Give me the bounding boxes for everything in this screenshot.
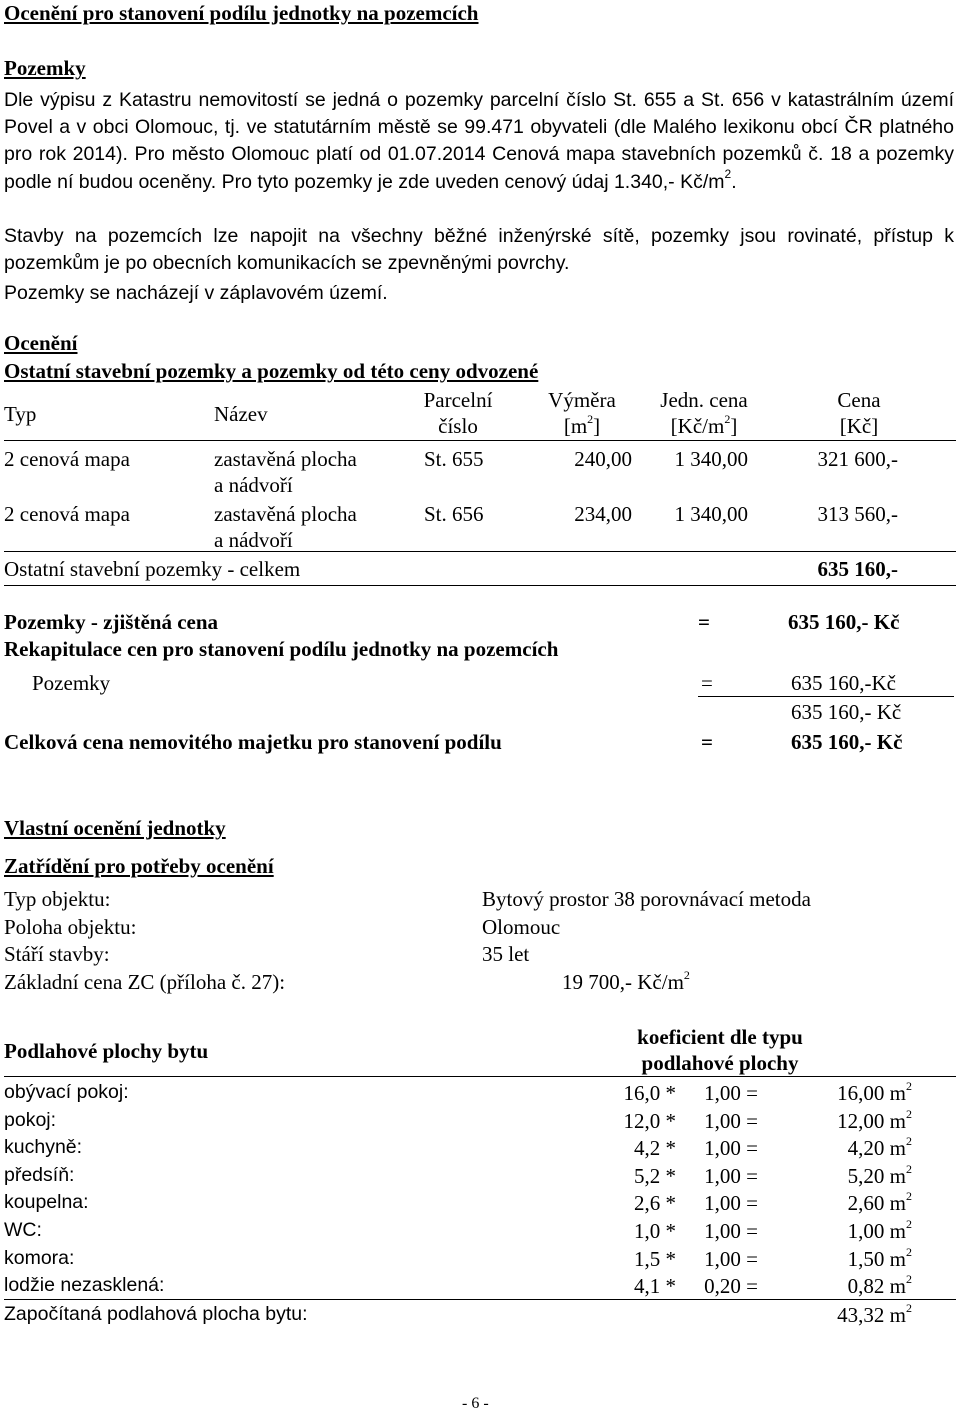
rekapitulace-sum-value: 635 160,- Kč — [791, 700, 902, 724]
room-area: 2,6 * — [634, 1191, 676, 1216]
cell-typ: 2 cenová mapa — [4, 447, 130, 471]
cell-parcela: St. 655 — [424, 447, 484, 471]
room-result: 4,20 $m^2$ — [847, 1134, 912, 1161]
cell-jedn-cena: 1 340,00 — [674, 447, 748, 471]
room-coefficient: 1,00 = — [704, 1219, 758, 1243]
plochy-total-divider — [4, 1299, 956, 1300]
room-area: 4,2 * — [634, 1136, 676, 1161]
page-number: - 6 - — [462, 1395, 489, 1412]
cell-vymera: 234,00 — [574, 502, 632, 526]
room-coefficient: 1,00 = — [704, 1246, 758, 1271]
cell-cena: 313 560,- — [817, 502, 898, 526]
zjistena-cena-label: Pozemky - zjištěná cena — [4, 610, 219, 634]
section-subheading: Ostatní stavební pozemky a pozemky od této ceny odvozené — [4, 359, 539, 383]
stari-stavby-label: Stáří stavby: — [4, 942, 110, 966]
celkova-cena-label: Celková cena nemovitého majetku pro stanovení podílu — [4, 730, 502, 754]
zakladni-cena-value: 19 700,- $Kč/m^2$ — [562, 968, 690, 994]
section-heading-oceneni: Ocenění — [4, 331, 78, 355]
room-coefficient: 1,00 = — [704, 1191, 758, 1216]
room-coefficient: 1,00 = — [704, 1108, 758, 1133]
room-area: 5,2 * — [634, 1163, 676, 1188]
room-result: 0,82 $m^2$ — [847, 1272, 912, 1299]
zjistena-cena-eq: = — [698, 610, 710, 634]
stari-stavby-value: 35 let — [482, 942, 530, 966]
room-label: komora: — [4, 1246, 75, 1269]
room-label: kuchyně: — [4, 1136, 83, 1159]
room-label: předsíň: — [4, 1163, 75, 1186]
room-result: 2,60 $m^2$ — [847, 1189, 912, 1216]
cell-cena: 321 600,- — [817, 447, 898, 471]
cell-parcela: St. 656 — [424, 502, 484, 526]
cell-jedn-cena: 1 340,00 — [674, 502, 748, 526]
section-heading-pozemky: Pozemky — [4, 56, 86, 80]
room-area: 16,0 * — [623, 1081, 676, 1105]
room-label: pokoj: — [4, 1108, 57, 1131]
col-header-vymera: Výměra $[m^2]$ — [548, 388, 616, 439]
plochy-total-value: 43,32 $m^2$ — [837, 1301, 912, 1327]
room-label: koupelna: — [4, 1191, 89, 1214]
section-heading-vlastni: Vlastní ocenění jednotky — [4, 816, 226, 840]
col-header-nazev: Název — [214, 402, 268, 426]
cell-nazev: zastavěná plocha a nádvoří — [214, 447, 357, 498]
room-label: obývací pokoj: — [4, 1081, 129, 1103]
poloha-objektu-label: Poloha objektu: — [4, 915, 137, 939]
paragraph-site-access: Stavby na pozemcích lze napojit na všechny běžné inženýrské sítě, pozemky jsou rovinaté, přístup k pozemkům je po obecních komunikacích se zpevněnými povrchy. — [4, 225, 954, 275]
room-area: 12,0 * — [623, 1108, 676, 1133]
room-coefficient: 0,20 = — [704, 1274, 758, 1299]
room-coefficient: 1,00 = — [704, 1136, 758, 1161]
room-result: 16,00 $m^2$ — [837, 1079, 912, 1105]
celkova-cena-value: 635 160,- Kč — [791, 730, 903, 754]
celkova-cena-eq: = — [701, 730, 713, 754]
table-total-divider — [4, 551, 956, 552]
podlahove-plochy-heading: Podlahové plochy bytu — [4, 1039, 209, 1063]
plochy-header-divider — [4, 1076, 956, 1077]
cell-typ: 2 cenová mapa — [4, 502, 130, 526]
table-bottom-divider — [4, 585, 956, 586]
typ-objektu-label: Typ objektu: — [4, 887, 111, 911]
room-result: 1,00 $m^2$ — [847, 1217, 912, 1243]
cell-nazev: zastavěná plocha a nádvoří — [214, 502, 357, 553]
col-header-parcelni: Parcelní číslo — [423, 388, 493, 439]
paragraph-pozemky-description: Dle výpisu z Katastru nemovitostí se jedná o pozemky parcelní číslo St. 655 a St. 656 v katastrálním území Povel a v obci Olomouc, tj. ve statutárním městě se 99.471 obyvateli (dle Malého lexikonu obcí ČR platného pro rok 2014). Pro město Olomouc platí od 01.07.2014 Cenová mapa stavebních pozemků č. 18 a pozemky podle ní budou oceněny. Pro tyto pozemky je zde uveden cenový údaj 1.340,- $Kč/m^2$. — [4, 89, 954, 193]
zakladni-cena-label: Základní cena ZC (příloha č. 27): — [4, 970, 286, 994]
room-area: 1,0 * — [634, 1219, 676, 1243]
typ-objektu-value: Bytový prostor 38 porovnávací metoda — [482, 887, 811, 911]
table-header-divider — [4, 440, 956, 441]
document-title: Ocenění pro stanovení podílu jednotky na pozemcích — [4, 1, 479, 25]
cell-vymera: 240,00 — [574, 447, 632, 471]
room-result: 5,20 $m^2$ — [847, 1161, 912, 1188]
section-heading-zatrideni: Zatřídění pro potřeby ocenění — [4, 854, 274, 878]
room-coefficient: 1,00 = — [704, 1163, 758, 1188]
col-header-jedn-cena: Jedn. cena $[Kč/m^2]$ — [660, 388, 748, 439]
table-total-label: Ostatní stavební pozemky - celkem — [4, 557, 301, 581]
room-result: 12,00 $m^2$ — [837, 1106, 912, 1133]
rekapitulace-row-label: Pozemky — [32, 671, 111, 695]
rekapitulace-row-value: 635 160,-Kč — [791, 671, 896, 695]
col-header-cena: Cena [Kč] — [837, 388, 881, 439]
rekapitulace-row-eq: = — [701, 671, 713, 695]
zjistena-cena-value: 635 160,- Kč — [788, 610, 900, 634]
table-total-value: 635 160,- — [817, 557, 898, 581]
col-header-typ: Typ — [4, 402, 37, 426]
room-area: 1,5 * — [634, 1246, 676, 1271]
plochy-total-label: Započítaná podlahová plocha bytu: — [4, 1303, 308, 1325]
koeficient-header: koeficient dle typu podlahové plochy — [637, 1025, 803, 1076]
rekapitulace-sum-line — [698, 696, 954, 697]
room-coefficient: 1,00 = — [704, 1081, 758, 1105]
poloha-objektu-value: Olomouc — [482, 915, 561, 939]
room-label: WC: — [4, 1219, 42, 1241]
rekapitulace-heading: Rekapitulace cen pro stanovení podílu jednotky na pozemcích — [4, 637, 559, 661]
room-label: lodžie nezasklená: — [4, 1274, 165, 1297]
room-result: 1,50 $m^2$ — [847, 1244, 912, 1271]
paragraph-flood-zone: Pozemky se nacházejí v záplavovém území. — [4, 282, 388, 304]
room-area: 4,1 * — [634, 1274, 676, 1299]
